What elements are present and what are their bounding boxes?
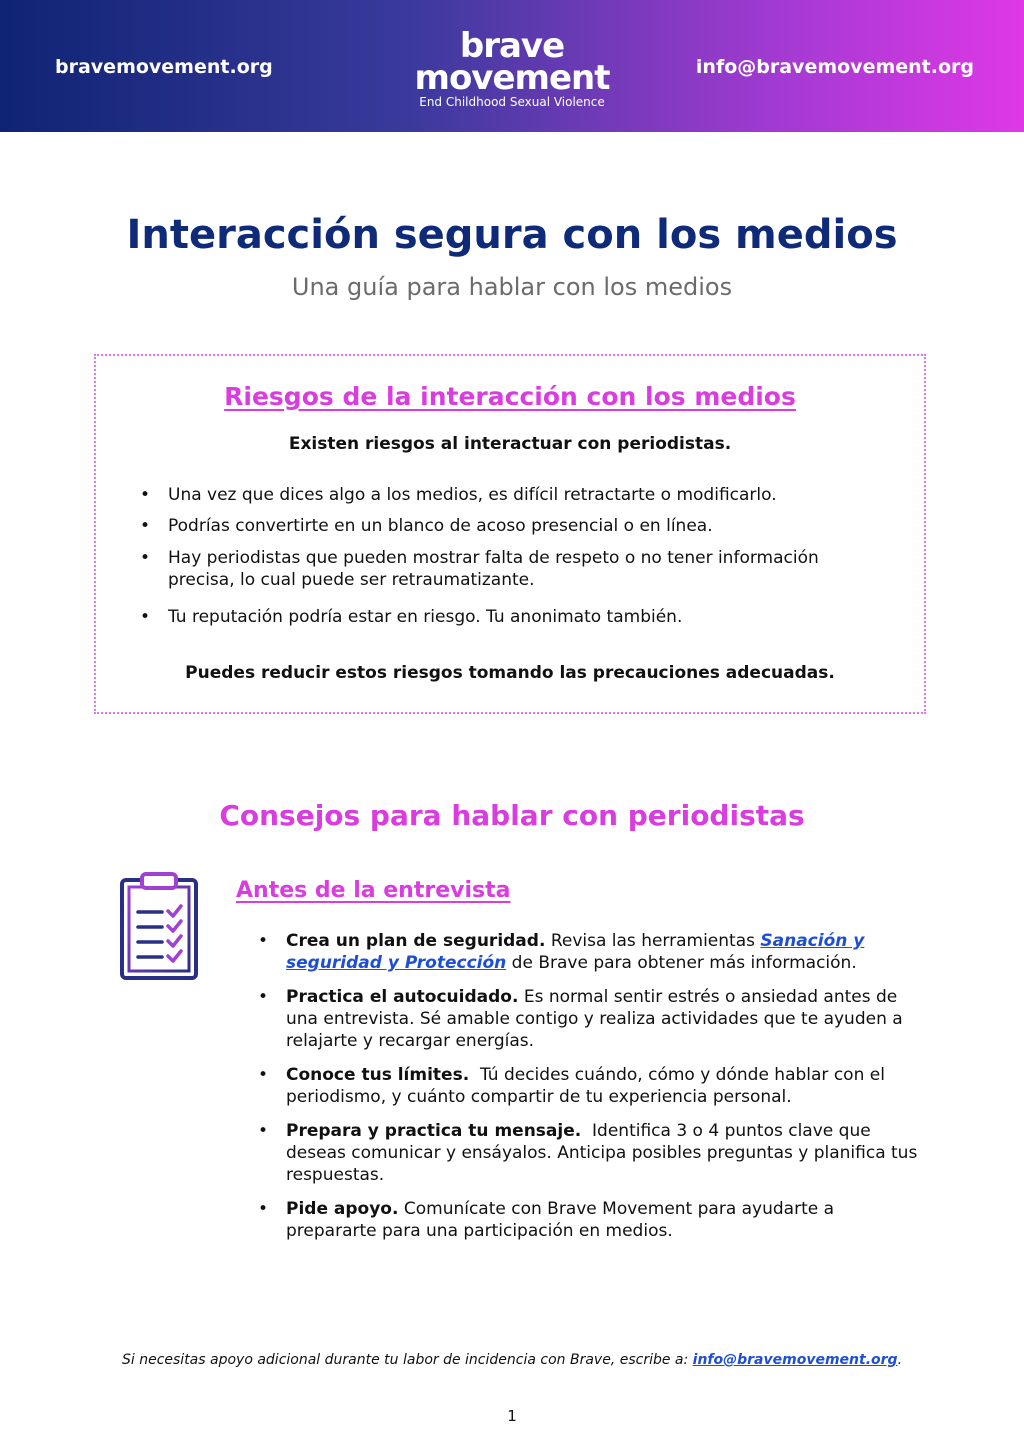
tip-item (258, 1064, 928, 1108)
risk-item: • Hay periodistas que pueden mostrar falta de respeto o no tener información precisa, lo cual puede ser retraumatizante. (140, 547, 890, 591)
before-interview-heading: Antes de la entrevista (236, 878, 511, 903)
risks-list (140, 484, 890, 628)
tip-text: Revisa las herramientas (545, 931, 761, 951)
healing-safety-link[interactable]: Sanación y seguridad y Protección (286, 931, 865, 973)
tips-list (258, 930, 928, 1242)
tip-text: Es normal sentir estrés o ansiedad antes de una entrevista. Sé amable contigo y realiza actividades que te ayuden a relajarte y recargar energías. (286, 987, 903, 1051)
risk-item: • Podrías convertirte en un blanco de acoso presencial o en línea. (140, 515, 890, 537)
tips-heading: Consejos para hablar con periodistas (219, 799, 805, 832)
logo-tagline: End Childhood Sexual Violence (419, 95, 605, 109)
clipboard-checklist-icon (118, 872, 200, 982)
footer-note-text: Si necesitas apoyo adicional durante tu labor de incidencia con Brave, escribe a: (121, 1352, 693, 1368)
tip-bold: Pide apoyo. (286, 1199, 399, 1219)
tip-item (258, 930, 928, 974)
risk-item: • Tu reputación podría estar en riesgo. Tu anonimato también. (140, 606, 890, 628)
tip-item (258, 1120, 928, 1186)
tip-bold: Crea un plan de seguridad. (286, 931, 546, 951)
tip-bold: Prepara y practica tu mensaje. (286, 1121, 582, 1141)
footer-email-link[interactable]: info@bravemovement.org (692, 1352, 898, 1368)
risks-box (94, 354, 926, 714)
tip-bold: Conoce tus límites. (286, 1065, 470, 1085)
page-title: Interacción segura con los medios (126, 212, 898, 258)
risk-item: • Una vez que dices algo a los medios, es difícil retractarte o modificarlo. (140, 484, 890, 506)
page-subtitle: Una guía para hablar con los medios (291, 273, 733, 301)
tip-text: Comunícate con Brave Movement para ayudarte a prepararte para una participación en medios. (286, 1199, 835, 1241)
tip-text: Identifica 3 o 4 puntos clave que deseas comunicar y ensáyalos. Anticipa posibles preguntas y planifica tus respuestas. (286, 1121, 923, 1185)
email-link[interactable]: info@bravemovement.org (695, 56, 974, 78)
footer-note (0, 1352, 1024, 1368)
logo-line2: movement (414, 58, 610, 98)
tip-text: Tú decides cuándo, cómo y dónde hablar con el periodismo, y cuánto compartir de tu experiencia personal. (286, 1065, 891, 1107)
tip-bold: Practica el autocuidado. (286, 987, 519, 1007)
tip-text: de Brave para obtener más información. (506, 953, 857, 973)
website-link[interactable]: bravemovement.org (55, 56, 273, 78)
logo-line1: brave (459, 26, 565, 66)
risks-outro: Puedes reducir estos riesgos tomando las precauciones adecuadas. (185, 663, 835, 683)
tip-item (258, 986, 928, 1052)
risks-heading: Riesgos de la interacción con los medios (224, 382, 796, 411)
page-number: 1 (507, 1407, 517, 1425)
page-header (0, 0, 1024, 132)
footer-note-end: . (897, 1352, 903, 1368)
risks-intro: Existen riesgos al interactuar con periodistas. (288, 434, 732, 454)
brave-movement-logo (412, 26, 612, 110)
tip-item (258, 1198, 928, 1242)
